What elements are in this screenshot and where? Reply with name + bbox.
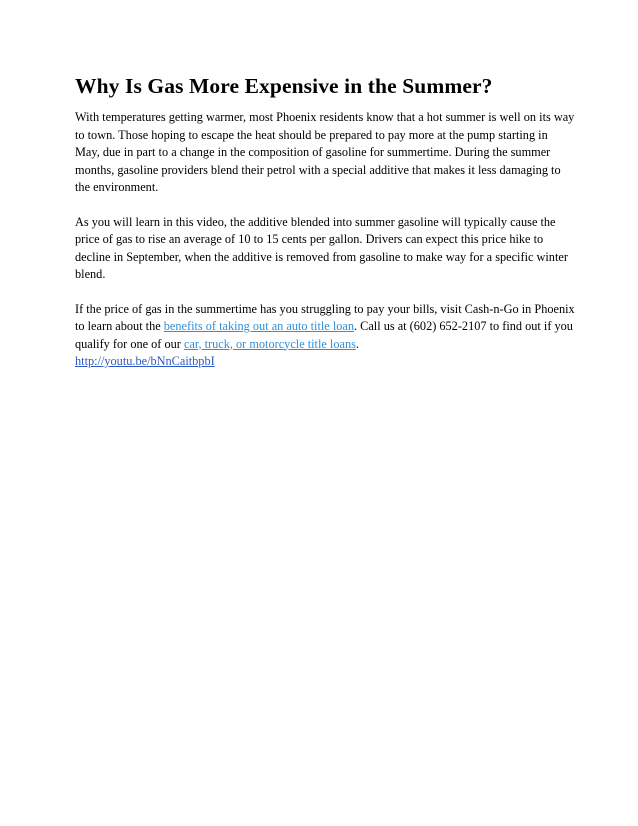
cta-text-part3: . bbox=[355, 336, 359, 351]
auto-title-loan-benefits-link[interactable]: benefits of taking out an auto title loan bbox=[163, 319, 354, 333]
paragraph-call-to-action bbox=[75, 301, 575, 371]
cta-text-part2: . Call us at (602) 652-2107 to find out if you qualify for one of our bbox=[75, 319, 573, 351]
article bbox=[75, 72, 575, 388]
title-loans-link[interactable]: car, truck, or motorcycle title loans bbox=[183, 336, 356, 351]
cta-text-part1: If the price of gas in the summertime has you struggling to pay your bills, visit Cash-n-Go in Phoenix to learn about the bbox=[75, 301, 575, 333]
article-title: Why Is Gas More Expensive in the Summer? bbox=[75, 74, 493, 98]
paragraph-intro: With temperatures getting warmer, most Phoenix residents know that a hot summer is well on its way to town. Those hoping to escape the heat should be prepared to pay more at the pump starting in May, due in part to a change in the composition of gasoline for summertime. During the summer months, gasoline providers blend their petrol with a special additive that makes it less damaging to the environment. bbox=[75, 110, 575, 194]
paragraph-video-info: As you will learn in this video, the additive blended into summer gasoline will typically cause the price of gas to rise an average of 10 to 15 cents per gallon. Drivers can expect this price hike to decline in September, when the additive is removed from gasoline to make way for a specific winter blend. bbox=[75, 214, 568, 281]
video-url-link[interactable]: http://youtu.be/bNnCaitbpbI bbox=[75, 354, 215, 368]
